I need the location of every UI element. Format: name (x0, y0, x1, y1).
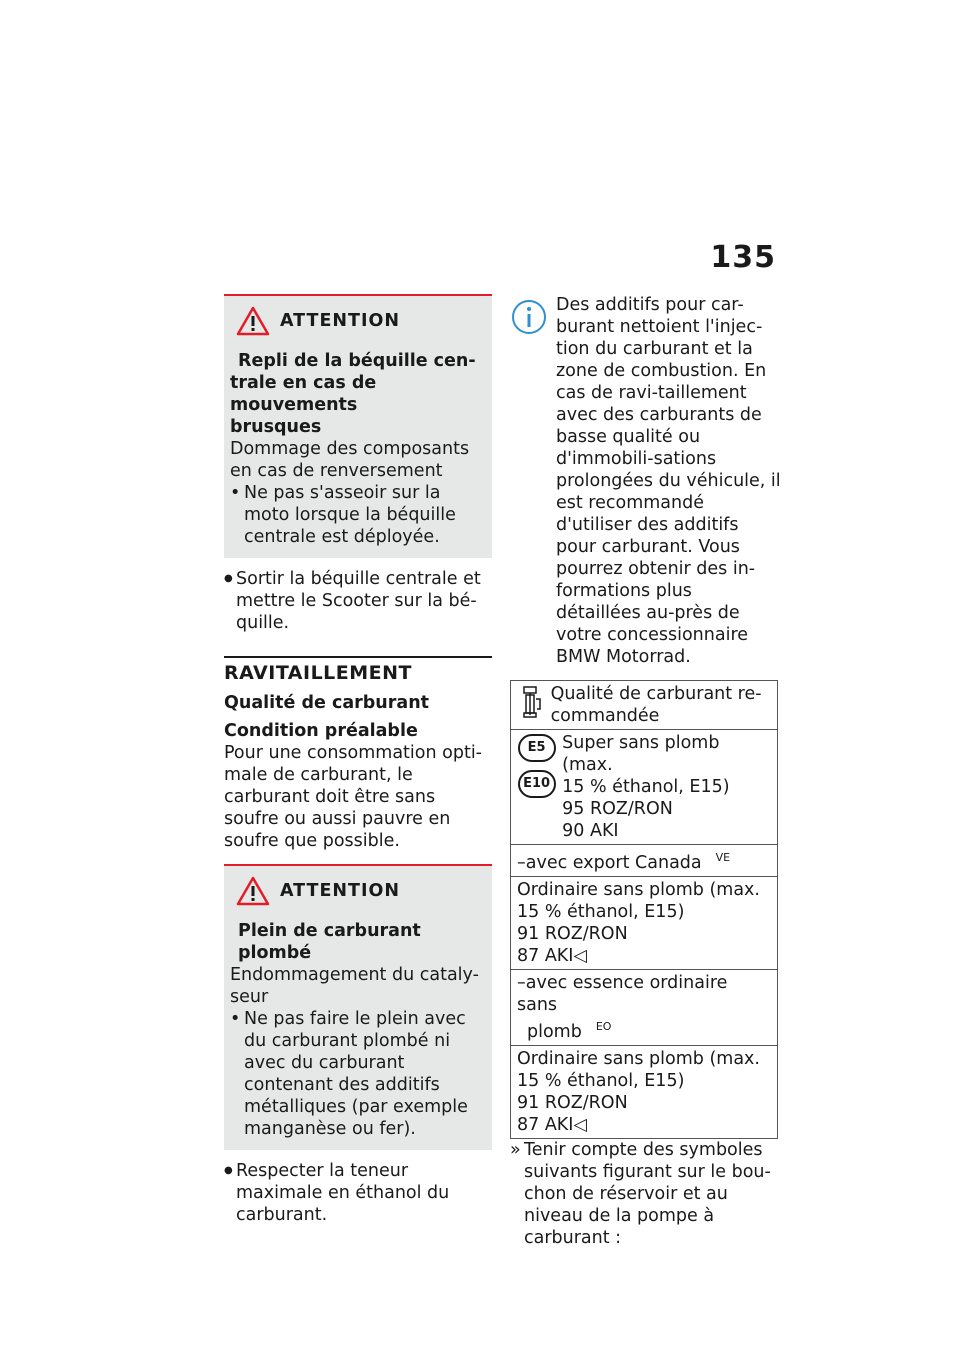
result-item: » Tenir compte des symboles suivants figurant sur le bou-chon de réservoir et au niveau de la pompe à carburant : (510, 1139, 782, 1249)
fuel-pump-icon (518, 685, 544, 719)
warning-box-stand (224, 294, 492, 558)
e10-icon: E10 (518, 770, 556, 798)
info-note (510, 294, 782, 668)
warning-bullet: • Ne pas s'asseoir sur la moto lorsque la béquille centrale est déployée. (230, 482, 486, 548)
table-text-line: Ordinaire sans plomb (max. (517, 879, 760, 900)
table-cell (511, 730, 778, 845)
subheading-fuel-quality: Qualité de carburant (224, 693, 430, 713)
section-title: RAVITAILLEMENT (224, 656, 492, 684)
left-column (224, 294, 492, 1226)
table-text-line: 90 AKI (562, 821, 619, 841)
step-item: ● Respecter la teneur maximale en éthanol du carburant. (224, 1160, 492, 1226)
warning-subtitle-line: trale en cas de mouvements (230, 373, 377, 415)
warning-header (236, 306, 486, 336)
table-header-text: Qualité de carburant re-commandée (550, 684, 762, 726)
table-text-line: 87 AKI◁ (517, 1114, 587, 1135)
table-text: –avec export Canada (517, 852, 702, 873)
warning-subtitle-line: Plein de carburant plombé (238, 921, 421, 963)
e5-icon: E5 (518, 734, 556, 762)
table-cell (511, 681, 778, 730)
table-text-line: 91 ROZ/RON (517, 1092, 628, 1113)
warning-title: ATTENTION (280, 311, 401, 331)
table-text-line: 91 ROZ/RON (517, 923, 628, 944)
table-row (511, 1045, 778, 1138)
paragraph-fuel: Pour une consommation opti-male de carburant, le carburant doit être sans soufre ou aussi pauvre en soufre que possible. (224, 743, 482, 851)
info-icon (510, 298, 548, 336)
table-text-line: 15 % éthanol, E15) (562, 777, 730, 797)
table-text-line: 95 ROZ/RON (562, 799, 673, 819)
country-code-superscript: EO (595, 1019, 612, 1033)
step-item: ● Sortir la béquille centrale et mettre le Scooter sur la bé-quille. (224, 568, 492, 634)
table-text-line: plomb (527, 1021, 582, 1042)
table-cell (511, 1045, 778, 1138)
warning-text: Endommagement du cataly-seur (230, 965, 479, 1007)
table-row (511, 730, 778, 845)
table-text-line: Ordinaire sans plomb (max. (517, 1048, 760, 1069)
country-code-superscript: VE (715, 851, 731, 864)
table-row (511, 876, 778, 969)
table-text-line: Super sans plomb (max. (562, 733, 720, 775)
table-text-line: 15 % éthanol, E15) (517, 1070, 685, 1091)
table-row (511, 681, 778, 730)
table-cell (511, 876, 778, 969)
table-row (511, 969, 778, 1045)
table-text-line: 87 AKI◁ (517, 945, 587, 966)
table-text-line: –avec essence ordinaire sans (517, 972, 728, 1015)
warning-title: ATTENTION (280, 881, 401, 901)
warning-header (236, 876, 486, 906)
page-number: 135 (710, 240, 776, 275)
table-text-line: 15 % éthanol, E15) (517, 901, 685, 922)
warning-box-leaded-fuel (224, 864, 492, 1150)
warning-subtitle-line: brusques (230, 417, 322, 437)
warning-triangle-icon (236, 876, 270, 906)
table-row (511, 845, 778, 877)
warning-subtitle (230, 920, 486, 964)
warning-triangle-icon (236, 306, 270, 336)
right-column (510, 294, 782, 1249)
table-cell (511, 845, 778, 877)
warning-bullet: • Ne pas faire le plein avec du carburant plombé ni avec du carburant contenant des additifs métalliques (par exemple manganèse ou fer). (230, 1008, 486, 1140)
warning-text: Dommage des composants en cas de renversement (230, 439, 470, 481)
subheading-precondition: Condition préalable (224, 721, 418, 741)
fuel-quality-table (510, 680, 778, 1139)
warning-subtitle (230, 350, 486, 438)
table-cell (511, 969, 778, 1045)
warning-subtitle-line: Repli de la béquille cen- (238, 351, 476, 371)
info-text: Des additifs pour car-burant nettoient l'injec-tion du carburant et la zone de combustion. En cas de ravi-taillement avec des carburants de basse qualité ou d'immobili-sations prolongées du véhicule, il est recommandé d'utiliser des additifs pour carburant. Vous pourrez obtenir des in-formations plus détaillées au-près de votre concessionnaire BMW Motorrad. (556, 295, 781, 667)
